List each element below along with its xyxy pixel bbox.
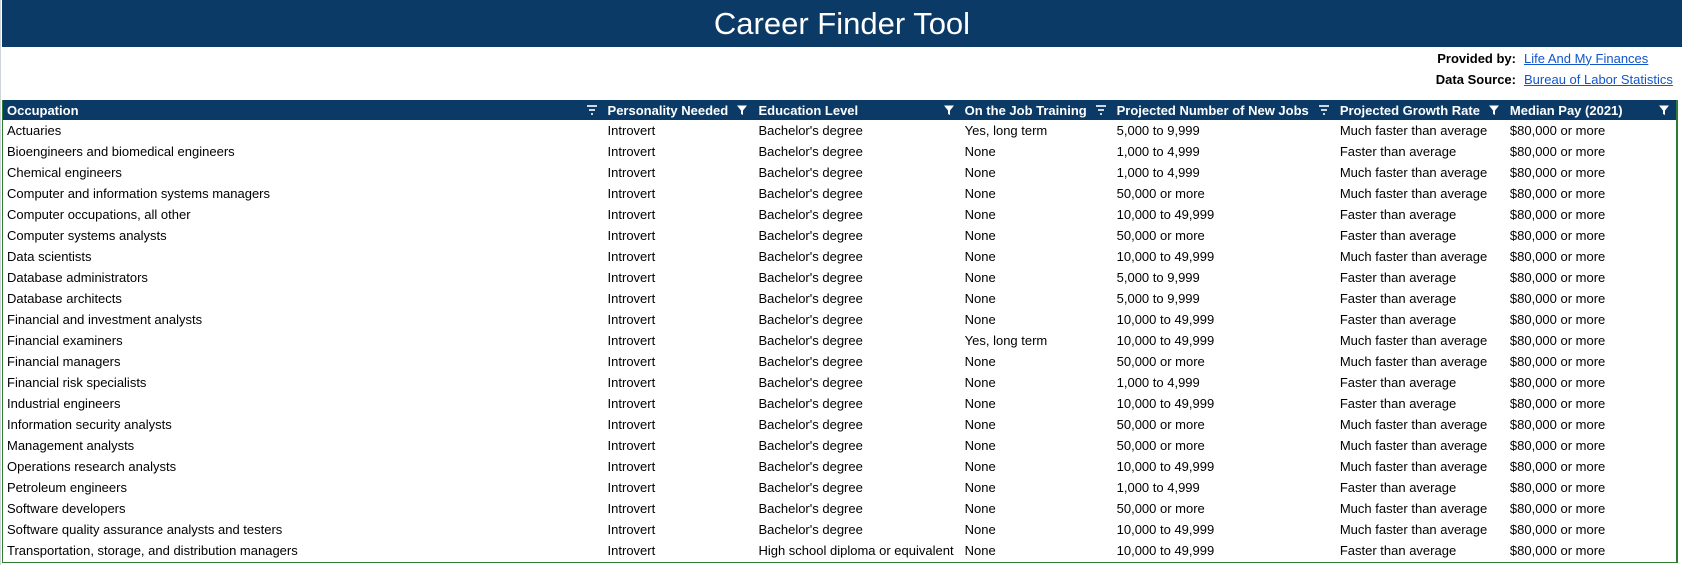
table-cell[interactable]: 5,000 to 9,999 xyxy=(1116,291,1200,306)
table-cell[interactable]: Bachelor's degree xyxy=(758,417,863,432)
table-cell[interactable]: Bachelor's degree xyxy=(758,228,863,243)
table-cell[interactable]: 50,000 or more xyxy=(1116,438,1205,453)
table-row[interactable] xyxy=(3,498,1676,519)
table-cell[interactable]: Faster than average xyxy=(1339,291,1457,306)
table-row[interactable] xyxy=(3,141,1676,162)
table-row[interactable] xyxy=(3,477,1676,498)
table-cell[interactable]: Much faster than average xyxy=(1339,333,1488,348)
funnel-filter-icon[interactable] xyxy=(1658,104,1670,116)
table-row[interactable] xyxy=(3,351,1676,372)
table-cell[interactable]: Bachelor's degree xyxy=(758,354,863,369)
table-cell[interactable]: Introvert xyxy=(607,270,656,285)
table-cell[interactable]: $80,000 or more xyxy=(1509,396,1606,411)
table-cell[interactable]: Bachelor's degree xyxy=(758,186,863,201)
table-cell[interactable]: Bachelor's degree xyxy=(758,522,863,537)
table-cell[interactable]: Bachelor's degree xyxy=(758,291,863,306)
table-row[interactable] xyxy=(3,225,1676,246)
table-cell[interactable]: 10,000 to 49,999 xyxy=(1116,459,1215,474)
sort-filter-icon[interactable] xyxy=(586,104,598,116)
table-cell[interactable]: $80,000 or more xyxy=(1509,228,1606,243)
table-cell[interactable]: $80,000 or more xyxy=(1509,543,1606,558)
table-cell[interactable]: Bachelor's degree xyxy=(758,207,863,222)
sheet-edge xyxy=(0,0,1,565)
title-banner xyxy=(2,0,1682,47)
table-cell[interactable]: 10,000 to 49,999 xyxy=(1116,543,1215,558)
table-cell[interactable]: $80,000 or more xyxy=(1509,333,1606,348)
table-cell[interactable]: 1,000 to 4,999 xyxy=(1116,165,1200,180)
table-cell[interactable]: Introvert xyxy=(607,522,656,537)
table-cell[interactable]: $80,000 or more xyxy=(1509,480,1606,495)
table-cell[interactable]: Introvert xyxy=(607,417,656,432)
table-cell[interactable]: None xyxy=(964,291,996,306)
table-cell[interactable]: Introvert xyxy=(607,228,656,243)
column-header-label: On the Job Training xyxy=(964,103,1087,119)
table-cell[interactable]: $80,000 or more xyxy=(1509,312,1606,327)
table-cell[interactable]: $80,000 or more xyxy=(1509,144,1606,159)
column-header-label: Median Pay (2021) xyxy=(1509,103,1623,119)
table-cell[interactable]: Bachelor's degree xyxy=(758,438,863,453)
table-cell[interactable]: Introvert xyxy=(607,459,656,474)
table-cell[interactable]: Faster than average xyxy=(1339,312,1457,327)
table-cell[interactable]: None xyxy=(964,375,996,390)
column-header[interactable] xyxy=(1113,100,1336,120)
table-cell[interactable]: 5,000 to 9,999 xyxy=(1116,123,1200,138)
table-cell[interactable]: None xyxy=(964,543,996,558)
table-row[interactable] xyxy=(3,309,1676,330)
table-cell[interactable]: 10,000 to 49,999 xyxy=(1116,396,1215,411)
table-cell[interactable]: Introvert xyxy=(607,333,656,348)
table-cell[interactable]: Bachelor's degree xyxy=(758,501,863,516)
table-cell[interactable]: Much faster than average xyxy=(1339,522,1488,537)
table-cell[interactable]: Introvert xyxy=(607,543,656,558)
table-row[interactable] xyxy=(3,246,1676,267)
table-cell[interactable]: Operations research analysts xyxy=(7,459,177,474)
table-cell[interactable]: $80,000 or more xyxy=(1509,291,1606,306)
table-cell[interactable]: Bachelor's degree xyxy=(758,123,863,138)
table-cell[interactable]: Much faster than average xyxy=(1339,186,1488,201)
data-source-label: Data Source: xyxy=(1435,71,1516,87)
table-cell[interactable]: Faster than average xyxy=(1339,207,1457,222)
sort-filter-icon[interactable] xyxy=(1095,104,1107,116)
table-cell[interactable]: Much faster than average xyxy=(1339,165,1488,180)
table-cell[interactable]: None xyxy=(964,207,996,222)
career-table-container xyxy=(2,100,1678,563)
table-cell[interactable]: $80,000 or more xyxy=(1509,501,1606,516)
table-cell[interactable]: Introvert xyxy=(607,312,656,327)
table-cell[interactable]: Introvert xyxy=(607,375,656,390)
table-cell[interactable]: Introvert xyxy=(607,144,656,159)
provided-by-row xyxy=(1437,48,1678,68)
table-cell[interactable]: Faster than average xyxy=(1339,396,1457,411)
table-cell[interactable]: Faster than average xyxy=(1339,228,1457,243)
table-cell[interactable]: Introvert xyxy=(607,186,656,201)
table-cell[interactable]: Faster than average xyxy=(1339,543,1457,558)
table-cell[interactable]: Bachelor's degree xyxy=(758,480,863,495)
table-cell[interactable]: Database administrators xyxy=(7,270,148,285)
table-row[interactable] xyxy=(3,540,1676,561)
table-cell[interactable]: Introvert xyxy=(607,501,656,516)
table-cell[interactable]: None xyxy=(964,417,996,432)
column-header[interactable] xyxy=(1506,100,1676,120)
table-cell[interactable]: Bachelor's degree xyxy=(758,459,863,474)
table-cell[interactable]: Bachelor's degree xyxy=(758,375,863,390)
table-cell[interactable]: 10,000 to 49,999 xyxy=(1116,249,1215,264)
table-cell[interactable]: Introvert xyxy=(607,123,656,138)
table-row[interactable] xyxy=(3,393,1676,414)
table-cell[interactable]: Bachelor's degree xyxy=(758,312,863,327)
table-cell[interactable]: 10,000 to 49,999 xyxy=(1116,207,1215,222)
table-row[interactable] xyxy=(3,435,1676,456)
table-row[interactable] xyxy=(3,162,1676,183)
table-cell[interactable]: 50,000 or more xyxy=(1116,186,1205,201)
table-cell[interactable]: Introvert xyxy=(607,438,656,453)
table-cell[interactable]: Petroleum engineers xyxy=(7,480,127,495)
table-cell[interactable]: Bachelor's degree xyxy=(758,396,863,411)
table-cell[interactable]: Much faster than average xyxy=(1339,438,1488,453)
table-cell[interactable]: None xyxy=(964,396,996,411)
table-cell[interactable]: Computer occupations, all other xyxy=(7,207,191,222)
table-cell[interactable]: $80,000 or more xyxy=(1509,375,1606,390)
table-cell[interactable]: $80,000 or more xyxy=(1509,354,1606,369)
table-cell[interactable]: Financial examiners xyxy=(7,333,123,348)
table-cell[interactable]: Much faster than average xyxy=(1339,501,1488,516)
table-cell[interactable]: Management analysts xyxy=(7,438,135,453)
page-title: Career Finder Tool xyxy=(713,5,971,41)
table-cell[interactable]: Faster than average xyxy=(1339,144,1457,159)
table-cell[interactable]: 50,000 or more xyxy=(1116,501,1205,516)
table-cell[interactable]: Introvert xyxy=(607,207,656,222)
table-row[interactable] xyxy=(3,204,1676,225)
table-row[interactable] xyxy=(3,456,1676,477)
table-cell[interactable]: None xyxy=(964,270,996,285)
table-cell[interactable]: Transportation, storage, and distribution managers xyxy=(7,543,298,558)
column-header[interactable] xyxy=(961,100,1113,120)
column-header-label: Projected Growth Rate xyxy=(1339,103,1480,119)
column-header-label: Personality Needed xyxy=(607,103,729,119)
table-cell[interactable]: None xyxy=(964,522,996,537)
table-cell[interactable]: $80,000 or more xyxy=(1509,438,1606,453)
table-cell[interactable]: Much faster than average xyxy=(1339,123,1488,138)
table-cell[interactable]: $80,000 or more xyxy=(1509,417,1606,432)
table-cell[interactable]: Computer and information systems managers xyxy=(7,186,271,201)
table-row[interactable] xyxy=(3,519,1676,540)
table-cell[interactable]: None xyxy=(964,249,996,264)
table-cell[interactable]: $80,000 or more xyxy=(1509,123,1606,138)
data-source-row xyxy=(1436,69,1678,89)
table-cell[interactable]: Introvert xyxy=(607,165,656,180)
table-cell[interactable]: $80,000 or more xyxy=(1509,459,1606,474)
provided-by-label: Provided by: xyxy=(1437,50,1516,66)
table-cell[interactable]: 1,000 to 4,999 xyxy=(1116,480,1200,495)
table-cell[interactable]: None xyxy=(964,165,996,180)
table-cell[interactable]: Introvert xyxy=(607,480,656,495)
data-source-link[interactable]: Bureau of Labor Statistics xyxy=(1524,71,1673,87)
table-cell[interactable]: Introvert xyxy=(607,291,656,306)
table-cell[interactable]: Information security analysts xyxy=(7,417,172,432)
table-cell[interactable]: None xyxy=(964,312,996,327)
table-cell[interactable]: $80,000 or more xyxy=(1509,165,1606,180)
sort-filter-icon[interactable] xyxy=(1318,104,1330,116)
table-cell[interactable]: Introvert xyxy=(607,249,656,264)
table-cell[interactable]: Bachelor's degree xyxy=(758,333,863,348)
table-cell[interactable]: Much faster than average xyxy=(1339,417,1488,432)
table-cell[interactable]: Bachelor's degree xyxy=(758,249,863,264)
table-cell[interactable]: 50,000 or more xyxy=(1116,354,1205,369)
provided-by-link[interactable]: Life And My Finances xyxy=(1524,50,1649,66)
table-cell[interactable]: None xyxy=(964,186,996,201)
table-cell[interactable]: 1,000 to 4,999 xyxy=(1116,375,1200,390)
column-header[interactable] xyxy=(3,100,604,120)
table-cell[interactable]: 5,000 to 9,999 xyxy=(1116,270,1200,285)
table-cell[interactable]: Faster than average xyxy=(1339,270,1457,285)
table-cell[interactable]: High school diploma or equivalent xyxy=(758,543,954,558)
table-row[interactable] xyxy=(3,183,1676,204)
table-cell[interactable]: None xyxy=(964,144,996,159)
table-cell[interactable]: Data scientists xyxy=(7,249,92,264)
column-header-label: Projected Number of New Jobs xyxy=(1116,103,1309,119)
column-header[interactable] xyxy=(604,100,755,120)
column-header-label: Education Level xyxy=(758,103,859,119)
table-cell[interactable]: $80,000 or more xyxy=(1509,186,1606,201)
column-header-label: Occupation xyxy=(7,103,79,119)
table-cell[interactable]: Much faster than average xyxy=(1339,459,1488,474)
table-cell[interactable]: Software developers xyxy=(7,501,126,516)
table-cell[interactable]: Faster than average xyxy=(1339,480,1457,495)
table-cell[interactable]: Yes, long term xyxy=(964,123,1048,138)
table-cell[interactable]: Bachelor's degree xyxy=(758,165,863,180)
table-cell[interactable]: Financial risk specialists xyxy=(7,375,147,390)
table-cell[interactable]: Bachelor's degree xyxy=(758,144,863,159)
table-cell[interactable]: Industrial engineers xyxy=(7,396,121,411)
table-cell[interactable]: Financial and investment analysts xyxy=(7,312,203,327)
table-cell[interactable]: Introvert xyxy=(607,396,656,411)
career-table xyxy=(3,100,1676,561)
table-cell[interactable]: $80,000 or more xyxy=(1509,522,1606,537)
table-cell[interactable]: Introvert xyxy=(607,354,656,369)
table-cell[interactable]: $80,000 or more xyxy=(1509,270,1606,285)
column-header[interactable] xyxy=(1336,100,1506,120)
table-row[interactable] xyxy=(3,267,1676,288)
table-cell[interactable]: 10,000 to 49,999 xyxy=(1116,312,1215,327)
table-cell[interactable]: Bachelor's degree xyxy=(758,270,863,285)
table-cell[interactable]: 50,000 or more xyxy=(1116,228,1205,243)
table-cell[interactable]: Chemical engineers xyxy=(7,165,122,180)
table-cell[interactable]: $80,000 or more xyxy=(1509,249,1606,264)
table-row[interactable] xyxy=(3,330,1676,351)
table-header-row xyxy=(3,100,1676,120)
funnel-filter-icon[interactable] xyxy=(943,104,955,116)
table-cell[interactable]: Much faster than average xyxy=(1339,354,1488,369)
table-cell[interactable]: None xyxy=(964,480,996,495)
table-row[interactable] xyxy=(3,120,1676,141)
table-cell[interactable]: Faster than average xyxy=(1339,375,1457,390)
table-cell[interactable]: None xyxy=(964,438,996,453)
table-body xyxy=(3,120,1676,561)
table-cell[interactable]: Software quality assurance analysts and testers xyxy=(7,522,283,537)
table-cell[interactable]: Bioengineers and biomedical engineers xyxy=(7,144,235,159)
funnel-filter-icon[interactable] xyxy=(736,104,748,116)
table-cell[interactable]: Financial managers xyxy=(7,354,121,369)
table-row[interactable] xyxy=(3,414,1676,435)
table-cell[interactable]: Much faster than average xyxy=(1339,249,1488,264)
table-row[interactable] xyxy=(3,372,1676,393)
column-header[interactable] xyxy=(754,100,960,120)
table-cell[interactable]: 50,000 or more xyxy=(1116,417,1205,432)
table-cell[interactable]: $80,000 or more xyxy=(1509,207,1606,222)
table-cell[interactable]: Database architects xyxy=(7,291,122,306)
table-cell[interactable]: None xyxy=(964,228,996,243)
table-row[interactable] xyxy=(3,288,1676,309)
funnel-filter-icon[interactable] xyxy=(1488,104,1500,116)
table-cell[interactable]: None xyxy=(964,459,996,474)
table-cell[interactable]: 1,000 to 4,999 xyxy=(1116,144,1200,159)
table-cell[interactable]: Actuaries xyxy=(7,123,62,138)
table-cell[interactable]: None xyxy=(964,501,996,516)
table-cell[interactable]: Computer systems analysts xyxy=(7,228,167,243)
table-cell[interactable]: None xyxy=(964,354,996,369)
table-cell[interactable]: 10,000 to 49,999 xyxy=(1116,522,1215,537)
table-cell[interactable]: Yes, long term xyxy=(964,333,1048,348)
table-cell[interactable]: 10,000 to 49,999 xyxy=(1116,333,1215,348)
